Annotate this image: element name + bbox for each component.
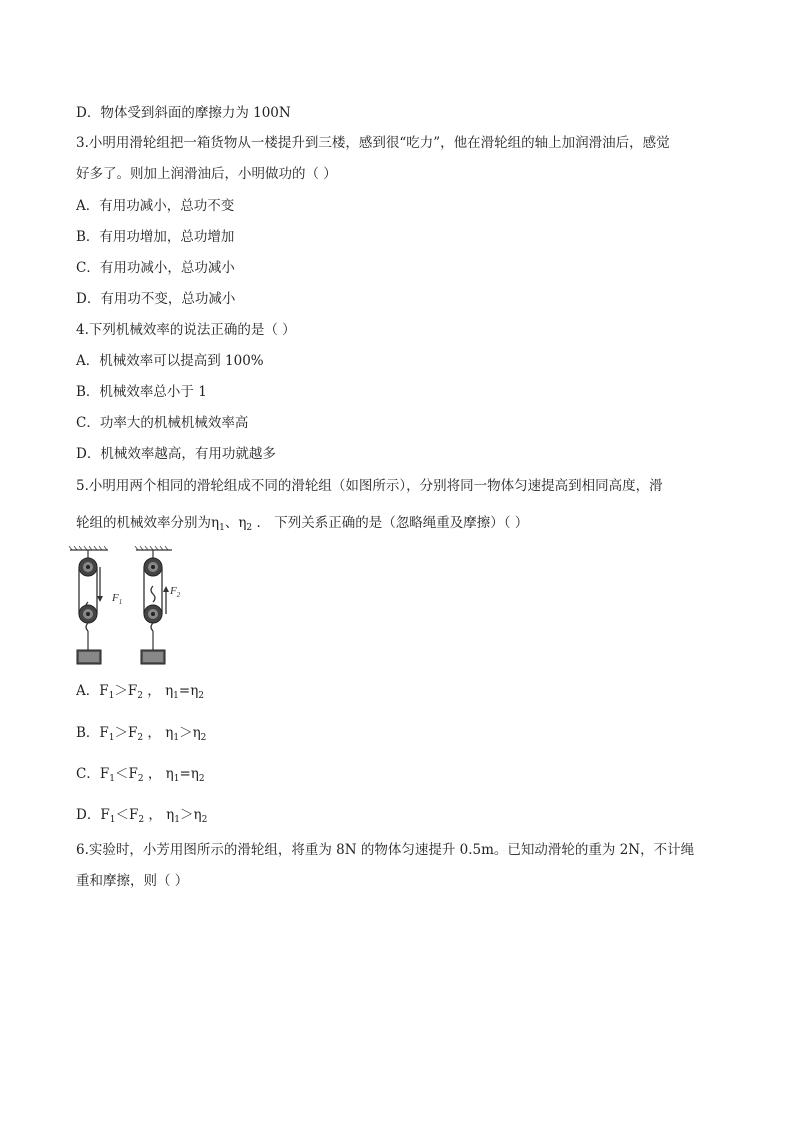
q5-option-c: C．$F_1<F_2$ ， $\eta_1=\eta_2$	[76, 766, 205, 784]
q6-stem-line2: 重和摩擦，则（ ）	[76, 873, 189, 889]
pulley-system-1	[69, 546, 108, 664]
q2-option-d: D．物体受到斜面的摩擦力为 100N	[76, 105, 291, 121]
q4-stem: 4.下列机械效率的说法正确的是（ ）	[76, 322, 296, 338]
label-f1: $F_1$	[112, 592, 123, 606]
q3-option-a: A．有用功减小，总功不变	[76, 198, 235, 214]
q3-option-d: D．有用功不变，总功减小	[76, 291, 236, 307]
q5-option-d: D．$F_1<F_2$ ， $\eta_1>\eta_2$	[76, 807, 208, 825]
label-f2: $F_2$	[170, 585, 181, 599]
q4-option-c: C．功率大的机械机械效率高	[76, 415, 249, 431]
q6-stem-line1: 6.实验时，小芳用图所示的滑轮组，将重为 8N 的物体匀速提升 0.5m。已知动滑轮的重为 2N，不计绳	[76, 842, 695, 858]
pulley-system-2	[135, 546, 172, 664]
q3-stem-line1: 3.小明用滑轮组把一箱货物从一楼提升到三楼，感到很“吃力”，他在滑轮组的轴上加润滑油后，感觉	[76, 135, 670, 151]
q5-option-b: B．$F_1>F_2$ ， $\eta_1>\eta_2$	[76, 725, 207, 743]
q3-stem-line2: 好多了。则加上润滑油后，小明做功的（ ）	[76, 166, 337, 182]
q5-stem-line2: 轮组的机械效率分别为$\eta_1$、$\eta_2$ ． 下列关系正确的是（忽略绳重及摩擦）（ ）	[76, 515, 529, 533]
pulley-diagram	[68, 546, 198, 668]
q5-option-a: A．$F_1>F_2$ ， $\eta_1=\eta_2$	[76, 683, 205, 701]
q4-option-a: A．机械效率可以提高到 100%	[76, 353, 264, 369]
q3-option-c: C．有用功减小，总功减小	[76, 260, 235, 276]
q3-option-b: B．有用功增加，总功增加	[76, 229, 235, 245]
q4-option-d: D．机械效率越高，有用功就越多	[76, 446, 276, 462]
q4-option-b: B．机械效率总小于 1	[76, 384, 207, 400]
q5-stem-line1: 5.小明用两个相同的滑轮组成不同的滑轮组（如图所示），分别将同一物体匀速提高到相同高度，滑	[76, 478, 663, 494]
